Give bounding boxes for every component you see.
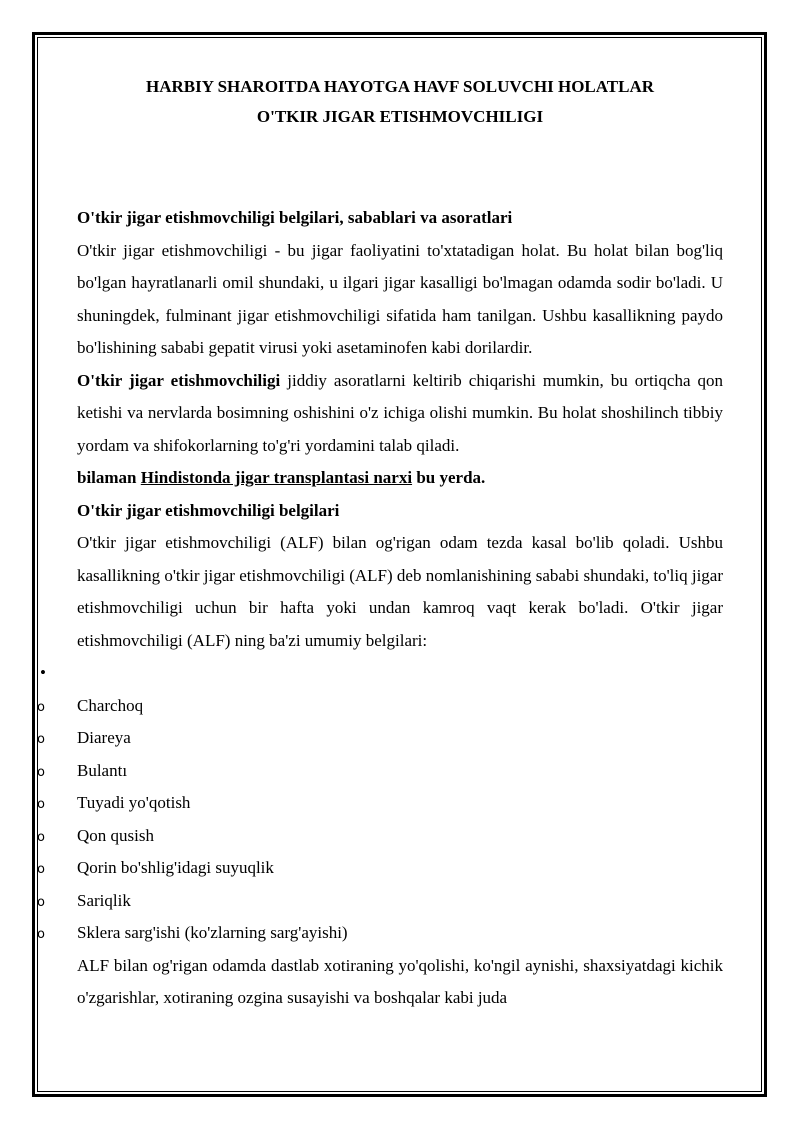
paragraph-complications-text: jiddiy asoratlarni keltirib chiqarishi mumkin, bu ortiqcha qon ketishi va nervlarda bosimning oshishini o'z ichiga olishi mumkin. Bu holat shoshilinch tibbiy yordam va shifokorlarning to'g'ri yordamini talab qiladi. <box>77 370 724 455</box>
document-body <box>37 72 724 1015</box>
list-item: o Qorin bo'shlig'idagi suyuqlik <box>77 852 723 885</box>
list-item: o Charchoq <box>77 690 723 723</box>
list-item: o Tuyadi yo'qotish <box>77 787 723 820</box>
document-title-line-1: HARBIY SHAROITDA HAYOTGA HAVF SOLUVCHI HOLATLAR <box>145 77 655 96</box>
sub-bullet-marker: o <box>37 927 45 942</box>
paragraph-symptoms-intro: O'tkir jigar etishmovchiligi (ALF) bilan og'rigan odam tezda kasal bo'lib qoladi. Ushbu kasallikning o'tkir jigar etishmovchiligi (ALF) deb nomlanishining sababi shundaki, to'liq jigar etishmovchiligi uchun bir hafta yoki undan kamroq vaqt kerak bo'ladi. O'tkir jigar etishmovchiligi (ALF) ning ba'zi umumiy belgilari: <box>77 533 723 650</box>
sub-bullet-marker: o <box>37 732 45 747</box>
paragraph-intro: O'tkir jigar etishmovchiligi - bu jigar faoliyatini to'xtatadigan holat. Bu holat bilan bog'liq bo'lgan hayratlanarli omil shundaki, u ilgari jigar kasalligi bo'lmagan odamda sodir bo'ladi. U shuningdek, fulminant jigar etishmovchiligi sifatida ham tanilgan. Ushbu kasallikning paydo bo'lishining sababi gepatit virusi yoki asetaminofen kabi dorilardir. <box>77 240 723 357</box>
sub-bullet-marker: o <box>37 797 45 812</box>
list-item: o Sklera sarg'ishi (ko'zlarning sarg'ayishi) <box>77 917 723 950</box>
sub-bullet-marker: o <box>37 829 45 845</box>
list-item: o Qon qusish <box>77 820 723 853</box>
transplant-cost-link[interactable]: Hindistonda jigar transplantasi narxi <box>140 468 413 487</box>
document-title-line-2: O'TKIR JIGAR ETISHMOVCHILIGI <box>256 107 544 126</box>
list-item: o Sariqlik <box>77 885 723 918</box>
link-line-prefix: bilaman <box>77 468 141 487</box>
bullet-item-empty <box>40 657 723 690</box>
bullet-marker: • <box>40 663 46 682</box>
list-item: o Bulantı <box>77 755 723 788</box>
sub-bullet-marker: o <box>37 862 45 877</box>
sub-bullet-marker: o <box>37 699 45 715</box>
title-spacer <box>77 132 723 202</box>
sub-bullet-marker: o <box>37 764 45 780</box>
symptoms-list <box>37 690 723 950</box>
section-heading-causes: O'tkir jigar etishmovchiligi belgilari, sabablari va asoratlari <box>77 208 513 227</box>
section-heading-symptoms: O'tkir jigar etishmovchiligi belgilari <box>77 500 340 520</box>
transplant-link-line <box>77 462 723 495</box>
link-line-suffix: bu yerda. <box>412 468 486 487</box>
sub-bullet-marker: o <box>37 894 45 910</box>
list-item: o Diareya <box>77 722 723 755</box>
paragraph-complications-bold: O'tkir jigar etishmovchiligi <box>77 370 281 390</box>
paragraph-complications <box>77 365 723 463</box>
paragraph-early-signs: ALF bilan og'rigan odamda dastlab xotiraning yo'qolishi, ko'ngil aynishi, shaxsiyatdagi kichik o'zgarishlar, xotiraning ozgina susayishi va boshqalar kabi juda <box>77 955 723 1007</box>
